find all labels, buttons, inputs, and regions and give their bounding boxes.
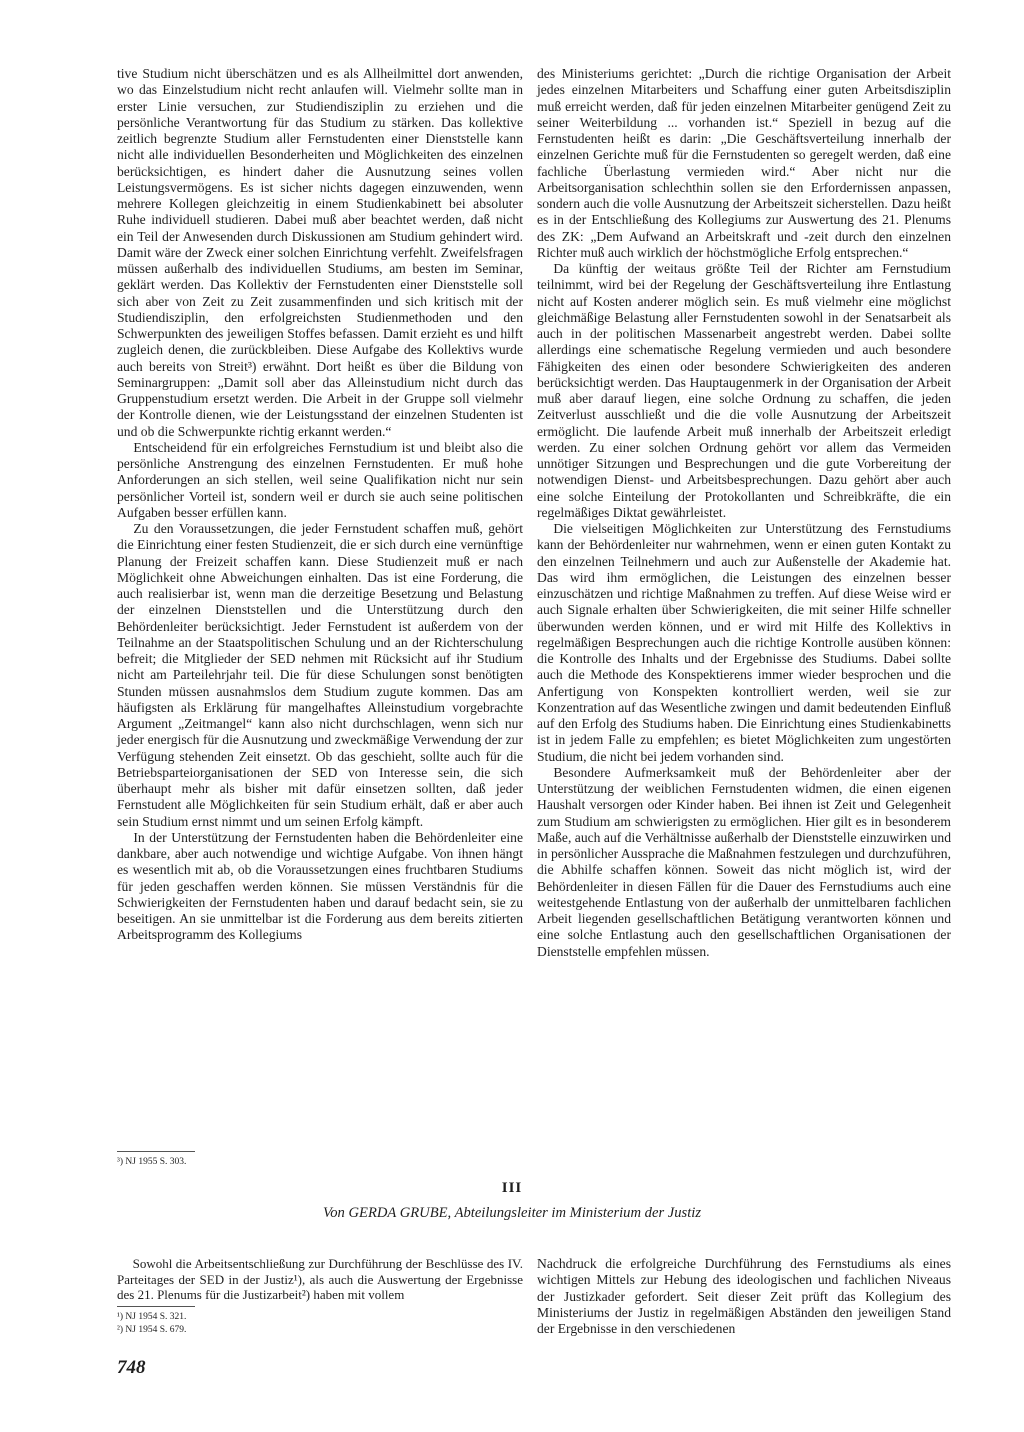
- paragraph: In der Unterstützung der Fernstudenten haben die Behördenleiter eine dankbare, aber auch notwendige und wichtige Aufgabe. Von ihnen hängt es wesentlich mit ab, ob die Voraussetzungen eines fruchtbaren Studiums für jeden geschaffen werden können. Sie müssen Verständnis für die Schwierigkeiten der Fernstudenten haben und darauf bedacht sein, sie zu beseitigen. An sie unmittelbar ist die Forderung aus dem bereits zitierten Arbeitsprogramm des Kollegiums: [117, 829, 523, 943]
- footnote: ²) NJ 1954 S. 679.: [117, 1325, 187, 1335]
- paragraph: Die vielseitigen Möglichkeiten zur Unterstützung des Fernstudiums kann der Behördenleiter nur wahrnehmen, wenn er einen guten Kontakt zu den einzelnen Teilnehmern und auch zur Außenstelle der Akademie hat. Das wird ihm ermöglichen, die Leistungen des einzelnen besser einzuschätzen und richtige Maßnahmen zu treffen. Auf diese Weise wird er auch Signale erhalten über Schwierigkeiten, die mit seiner Hilfe schneller überwunden werden können, und er wird mit Hilfe des Kollektivs in regelmäßigen Besprechungen auch die richtige Kontrolle ausüben können: die Kontrolle des Inhalts und der Ergebnisse des Studiums. Dabei sollte auch die Methode des Konspektierens immer wieder besprochen und die Anfertigung von Konspekten kontrolliert werden, weil sie zur Konzentration auf das Wesentliche zwingen und damit bedeutenden Einfluß auf den Erfolg des Studiums haben. Die Einrichtung eines Studienkabinetts ist in jedem Falle zu empfehlen; es bietet Möglichkeiten zum ungestörten Studium, die nicht bei jedem vorhanden sind.: [537, 521, 951, 764]
- paragraph: tive Studium nicht überschätzen und es als Allheilmittel dort anwenden, wo das Einzelstudium nicht recht anlaufen will. Vielmehr sollte man in erster Linie versuchen, zur Studiendisziplin zu erziehen und die persönliche Verantwortung für das Studium zu stärken. Das kollektive zeitlich begrenzte Studium aller Fernstudenten einer Dienststelle kann nicht alle individuellen Besonderheiten und Möglichkeiten des einzelnen berücksichtigen, es hindert daher die Ausnutzung seines vollen Leistungsvermögens. Es ist sicher nichts dagegen einzuwenden, wenn mehrere Kollegen gleichzeitig in einem Studienkabinett bei absoluter Ruhe individuell studieren. Dabei muß aber beachtet werden, daß nicht ein Teil der Anwesenden durch Diskussionen am Studium gehindert wird. Damit wäre der Zweck einer solchen Einrichtung verfehlt. Zweifelsfragen müssen außerhalb des individuellen Studiums, am besten im Seminar, geklärt werden. Das Kollektiv der Fernstudenten einer Dienststelle soll sich aber von Zeit zu Zeit zusammenfinden und sich kritisch mit der Studiendisziplin, den erfolgreichsten Studienmethoden und den Schwerpunkten des jeweiligen Stoffes befassen. Damit erzieht es und hilft zugleich denen, die zurückbleiben. Diese Aufgabe des Kollektivs wurde auch bereits von Streit³) erwähnt. Dort heißt es über die Bildung von Seminargruppen: „Damit soll aber das Alleinstudium nicht durch das Gruppenstudium ersetzt werden. Die Arbeit in der Gruppe soll vielmehr der Kontrolle dienen, wie der Leistungsstand der einzelnen Studenten ist und ob die Schwerpunkte richtig erkannt werden.“: [117, 66, 523, 439]
- left-column-lower: [117, 1256, 523, 1303]
- page-number: 748: [117, 1357, 146, 1378]
- footnote-divider: [117, 1151, 195, 1152]
- paragraph: Zu den Voraussetzungen, die jeder Fernstudent schaffen muß, gehört die Einrichtung einer festen Studienzeit, die er sich durch eine vernünftige Planung der Freizeit schaffen kann. Diese Studienzeit muß er nach Möglichkeit ohne Abweichungen einhalten. Das ist eine Forderung, die auch realisierbar ist, wenn man die derzeitige Besetzung und Belastung der einzelnen Dienststellen und die Unterstützung durch den Behördenleiter berücksichtigt. Jeder Fernstudent ist außerdem von der Teilnahme an der Staatspolitischen Schulung und an der Richterschulung befreit; die Mitglieder der SED nehmen mit Rücksicht auf ihr Studium nicht am Parteilehrjahr teil. Die für diese Schulungen sonst benötigten Stunden müssen ausnahmslos dem Studium zugute kommen. Das am häufigsten als Erklärung für mangelhaftes Alleinstudium vorgebrachte Argument „Zeitmangel“ kann also nicht durchschlagen, wenn sich nur jeder energisch für die Ausnutzung und zweckmäßige Verwendung der zur Verfügung stehenden Zeit einsetzt. Ob das geschieht, sollte auch für die Betriebsparteiorganisationen der SED von Interesse sein, die sich überhaupt mehr als bisher mit dafür einsetzen sollten, daß jeder Fernstudent alle Möglichkeiten für sein Studium erhält, daß er aber auch sein Studium ernst nimmt und um seinen Erfolg kämpft.: [117, 521, 523, 829]
- paragraph: Sowohl die Arbeitsentschließung zur Durchführung der Beschlüsse des IV. Parteitages der SED in der Justiz¹), als auch die Auswertung der Ergebnisse des 21. Plenums für die Justizarbeit²) haben mit vollem: [117, 1256, 523, 1303]
- paragraph: des Ministeriums gerichtet: „Durch die richtige Organisation der Arbeit jedes einzelnen Mitarbeiters und Schaffung einer guten Arbeitsdisziplin muß erreicht werden, daß für jeden einzelnen Mitarbeiter genügend Zeit zu seiner Weiterbildung ... vorhanden ist.“ Speziell in bezug auf die Fernstudenten heißt es darin: „Die Geschäftsverteilung innerhalb der einzelnen Gerichte muß für die Fernstudenten so geregelt werden, daß eine fachliche Überlastung vermieden wird.“ Aber nicht nur die Arbeitsorganisation schlechthin sollen sie den Erfordernissen anpassen, sondern auch die volle Ausnutzung der Arbeitszeit sicherstellen. Dazu heißt es in der Entschließung des Kollegiums zur Auswertung des 21. Plenums des ZK: „Dem Aufwand an Arbeitskraft und -zeit durch den einzelnen Richter muß auch wirklich der höchstmögliche Erfolg entsprechen.“: [537, 66, 951, 260]
- paragraph: Nachdruck die erfolgreiche Durchführung des Fernstudiums als eines wichtigen Mittels zur Hebung des ideologischen und fachlichen Niveaus der Justizkader gefordert. Seit dieser Zeit prüft das Kollegium des Ministeriums der Justiz in regelmäßigen Abständen den jeweiligen Stand der Ergebnisse in den verschiedenen: [537, 1256, 951, 1336]
- paragraph: Besondere Aufmerksamkeit muß der Behördenleiter aber der Unterstützung der weiblichen Fernstudenten widmen, die einen eigenen Haushalt versorgen oder Kinder haben. Bei ihnen ist Zeit und Gelegenheit zum Studium am schwierigsten zu ermöglichen. Hier gilt es in besonderem Maße, auch auf die Verhältnisse außerhalb der Dienststelle einzuwirken und in persönlicher Aussprache die Maßnahmen festzulegen und durchzuführen, die Abhilfe schaffen können. Soweit das nicht möglich ist, wird der Behördenleiter in diesen Fällen für die Dauer des Fernstudiums auch eine weitestgehende Entlastung von der außerhalb der unmittelbaren fachlichen Arbeit liegenden gesellschaftlichen Betätigung verantworten können und eine solche Entlastung auch den gesellschaftlichen Organisationen der Dienststelle empfehlen müssen.: [537, 764, 951, 959]
- right-column-upper: [537, 66, 951, 960]
- footnote: ³) NJ 1955 S. 303.: [117, 1157, 187, 1167]
- footnote-divider: [117, 1306, 195, 1307]
- right-column-lower: [537, 1256, 951, 1337]
- left-column-upper: [117, 66, 523, 944]
- section-number: III: [501, 1180, 523, 1196]
- paragraph: Da künftig der weitaus größte Teil der Richter am Fernstudium teilnimmt, wird bei der Regelung der Geschäftsverteilung ihre Entlastung nicht auf Kosten anderer möglich sein. Es muß vielmehr eine möglichst gleichmäßige Belastung aller Fernstudenten sowohl in der Senatsarbeit als auch in der politischen Massenarbeit angestrebt werden. Dabei sollte allerdings eine schematische Regelung vermieden und auch besondere Fähigkeiten des einen oder besondere Schwierigkeiten des anderen berücksichtigt werden. Das Hauptaugenmerk in der Organisation der Arbeit muß aber darauf liegen, eine solche Ordnung zu schaffen, die jeden Zeitverlust ausschließt und die die volle Ausnutzung der Arbeitszeit ermöglicht. Die laufende Arbeit muß innerhalb der Arbeitszeit erledigt werden. Zu einer solchen Ordnung gehört vor allem das Vermeiden unnötiger Sitzungen und Besprechungen und die gute Vorbereitung der notwendigen Dienst- und Arbeitsbesprechungen. Dazu gehört aber auch eine solche Einteilung der Protokollanten und Schreibkräfte, die ein regelmäßiges Diktat gewährleistet.: [537, 261, 951, 520]
- footnote: ¹) NJ 1954 S. 321.: [117, 1312, 187, 1322]
- paragraph: Entscheidend für ein erfolgreiches Fernstudium ist und bleibt also die persönliche Anstrengung des einzelnen Fernstudenten. Er muß hohe Anforderungen an sich stellen, weil seine Qualifikation nicht nur sein persönlicher Vorteil ist, sondern weil er durch sie auch seine politischen Aufgaben besser erfüllen kann.: [117, 439, 523, 520]
- section-byline: Von GERDA GRUBE, Abteilungsleiter im Ministerium der Justiz: [322, 1205, 702, 1221]
